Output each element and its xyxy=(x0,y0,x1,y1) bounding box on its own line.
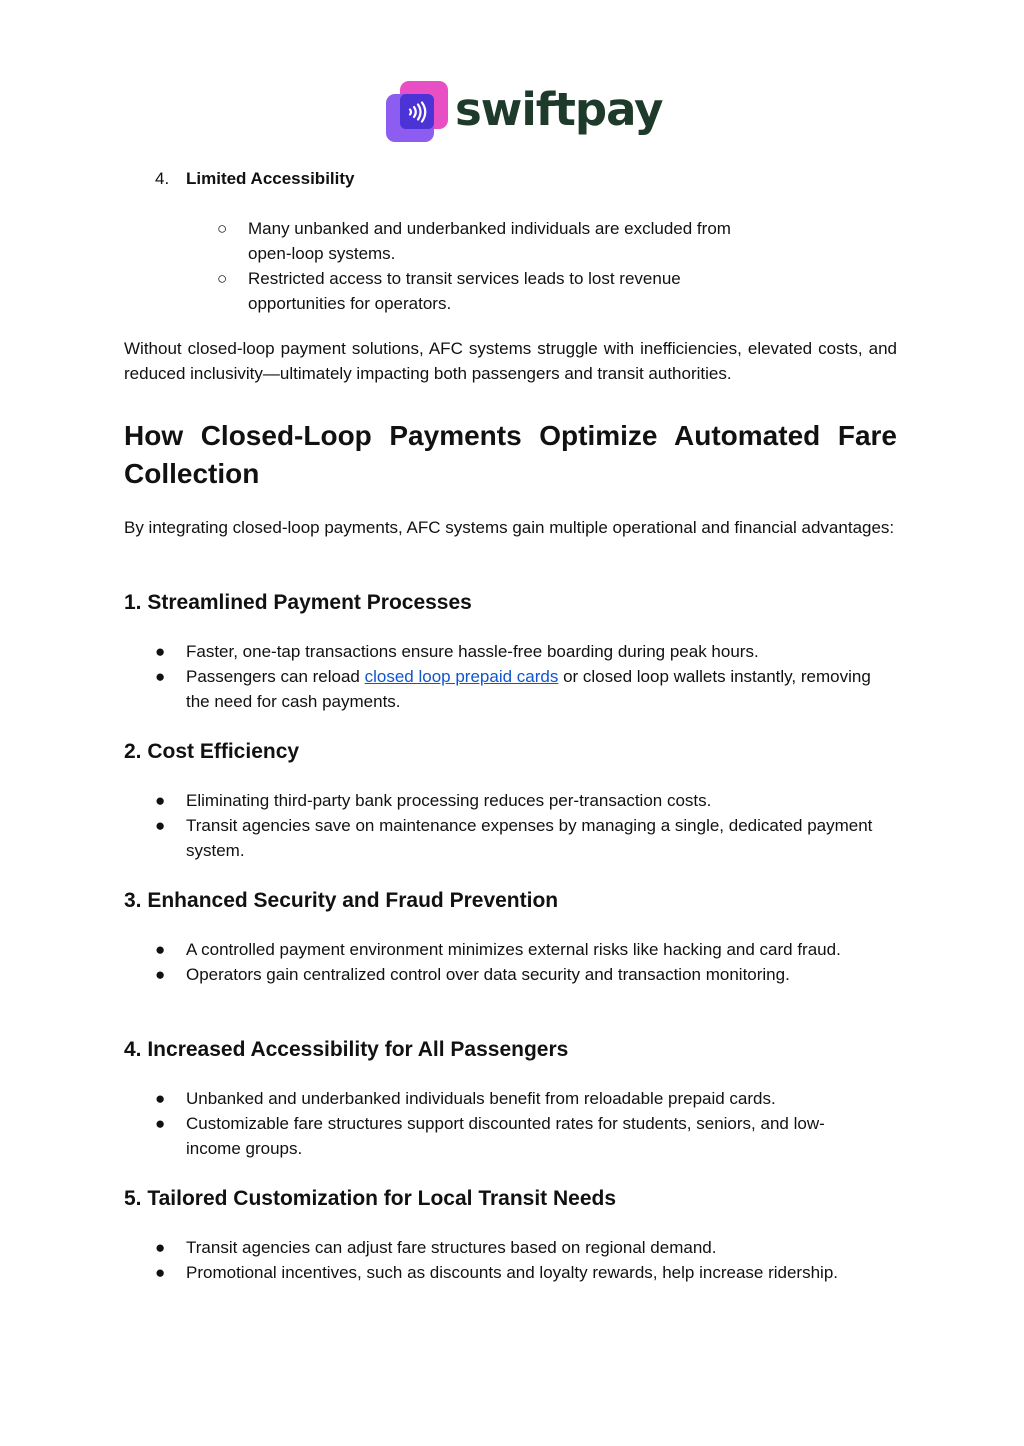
customization-bullets xyxy=(124,1235,897,1285)
prepaid-cards-link[interactable]: closed loop prepaid cards xyxy=(364,667,559,686)
intro-paragraph: By integrating closed-loop payments, AFC systems gain multiple operational and financial advantages: xyxy=(124,518,895,537)
hollow-bullet-icon: ○ xyxy=(217,269,228,288)
hollow-bullet-icon: ○ xyxy=(217,219,228,238)
list-item: ● Unbanked and underbanked individuals benefit from reloadable prepaid cards. xyxy=(124,1086,876,1111)
bullet-icon: ● xyxy=(155,1089,166,1108)
section-heading: How Closed-Loop Payments Optimize Automated Fare Collection xyxy=(124,420,897,489)
list-item: ● Customizable fare structures support discounted rates for students, seniors, and low-income groups. xyxy=(124,1111,876,1161)
streamlined-bullets xyxy=(124,639,897,714)
closing-paragraph: Without closed-loop payment solutions, AFC systems struggle with inefficiencies, elevated costs, and reduced inclusivity—ultimately impacting both passengers and transit authorities. xyxy=(124,339,897,383)
bullet-icon: ● xyxy=(155,816,166,835)
subsection-heading-cost: 2. Cost Efficiency xyxy=(124,740,300,763)
subsection-heading-streamlined: 1. Streamlined Payment Processes xyxy=(124,591,472,614)
list-item: ● Operators gain centralized control over data security and transaction monitoring. xyxy=(124,962,876,987)
list-number: 4. xyxy=(155,169,170,188)
numbered-item-limited-accessibility xyxy=(124,166,897,191)
accessibility-sub-list xyxy=(124,216,897,316)
subsection-heading-customization: 5. Tailored Customization for Local Transit Needs xyxy=(124,1187,617,1210)
contactless-pay-icon xyxy=(386,81,448,143)
bullet-icon: ● xyxy=(155,791,166,810)
bullet-icon: ● xyxy=(155,1114,166,1133)
security-bullets xyxy=(124,937,897,987)
list-item: ● Promotional incentives, such as discounts and loyalty rewards, help increase ridership. xyxy=(124,1260,876,1285)
list-item: ● Passengers can reload closed loop prepaid cards or closed loop wallets instantly, removing the need for cash payments. xyxy=(124,664,876,714)
bullet-icon: ● xyxy=(155,965,166,984)
swiftpay-logo xyxy=(386,80,663,144)
list-item: ● Eliminating third-party bank processing reduces per-transaction costs. xyxy=(124,788,876,813)
logo-wordmark: swiftpay xyxy=(455,83,663,136)
list-item: ● Transit agencies can adjust fare structures based on regional demand. xyxy=(124,1235,876,1260)
subsection-heading-security: 3. Enhanced Security and Fraud Prevention xyxy=(124,889,559,912)
list-item: ● Transit agencies save on maintenance expenses by managing a single, dedicated payment system. xyxy=(124,813,876,863)
subsection-heading-accessibility: 4. Increased Accessibility for All Passengers xyxy=(124,1038,569,1061)
list-item: ○ Restricted access to transit services leads to lost revenue opportunities for operators. xyxy=(124,266,778,316)
bullet-icon: ● xyxy=(155,1238,166,1257)
cost-bullets xyxy=(124,788,897,863)
list-item: ● Faster, one-tap transactions ensure hassle-free boarding during peak hours. xyxy=(124,639,876,664)
bullet-icon: ● xyxy=(155,940,166,959)
list-item-title: Limited Accessibility xyxy=(186,169,355,188)
list-item: ● A controlled payment environment minimizes external risks like hacking and card fraud. xyxy=(124,937,876,962)
bullet-icon: ● xyxy=(155,642,166,661)
bullet-icon: ● xyxy=(155,667,166,686)
accessibility-bullets xyxy=(124,1086,897,1161)
list-item: ○ Many unbanked and underbanked individuals are excluded from open-loop systems. xyxy=(124,216,778,266)
bullet-icon: ● xyxy=(155,1263,166,1282)
